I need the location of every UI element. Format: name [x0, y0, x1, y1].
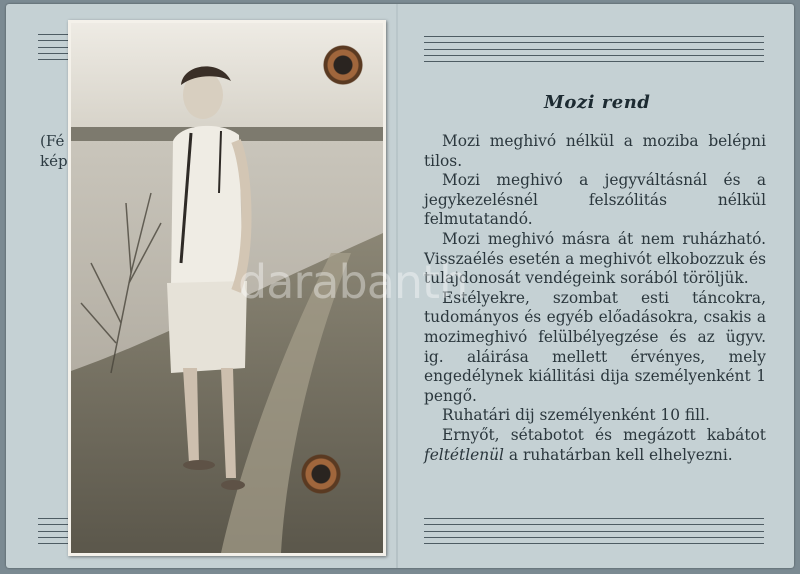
left-top-rule: [38, 34, 68, 60]
rule-paragraph: Mozi meghivó nélkül a moziba belépni tilos.: [424, 132, 766, 170]
rule-paragraph: Mozi meghivó másra át nem ruházható. Visszaélés esetén a meghivót elkobozzuk és tulajdonosát vendégeink sorából töröljük.: [424, 229, 766, 288]
right-top-rule: [424, 36, 764, 62]
rule-paragraph-last: [424, 426, 766, 465]
emphasis-text: feltétlenül: [424, 445, 504, 464]
grommet-top: [323, 45, 363, 85]
rule-paragraph: Ruhatári dij személyenként 10 fill.: [442, 406, 710, 425]
last-text-before: Ernyőt, sétabotot és megázott kabátot: [442, 425, 766, 444]
rules-body: [424, 132, 766, 465]
left-page-fragment: [40, 131, 68, 171]
grommet-bottom: [301, 454, 341, 494]
rules-title: Mozi rend: [544, 92, 651, 113]
left-fragment-line-2: kép: [40, 152, 68, 170]
rule-paragraph: Mozi meghivó a jegyváltásnál és a jegykezelésnél felszólitás nélkül felmutatandó.: [424, 171, 766, 229]
rule-paragraph: Estélyekre, szombat esti táncokra, tudományos és egyéb előadásokra, csakis a mozimeghivó felülbélyegzése és az ügyv. ig. aláirása mellett érvényes, mely engedélynek kiállitási dija személyenként 1 pengő.: [424, 288, 766, 405]
left-bottom-rule: [38, 518, 68, 544]
left-fragment-line-1: (Fé: [40, 132, 65, 150]
right-bottom-rule: [424, 518, 764, 544]
watermark: darabanth: [238, 255, 468, 309]
last-text-after: a ruhatárban kell elhelyezni.: [508, 445, 733, 464]
